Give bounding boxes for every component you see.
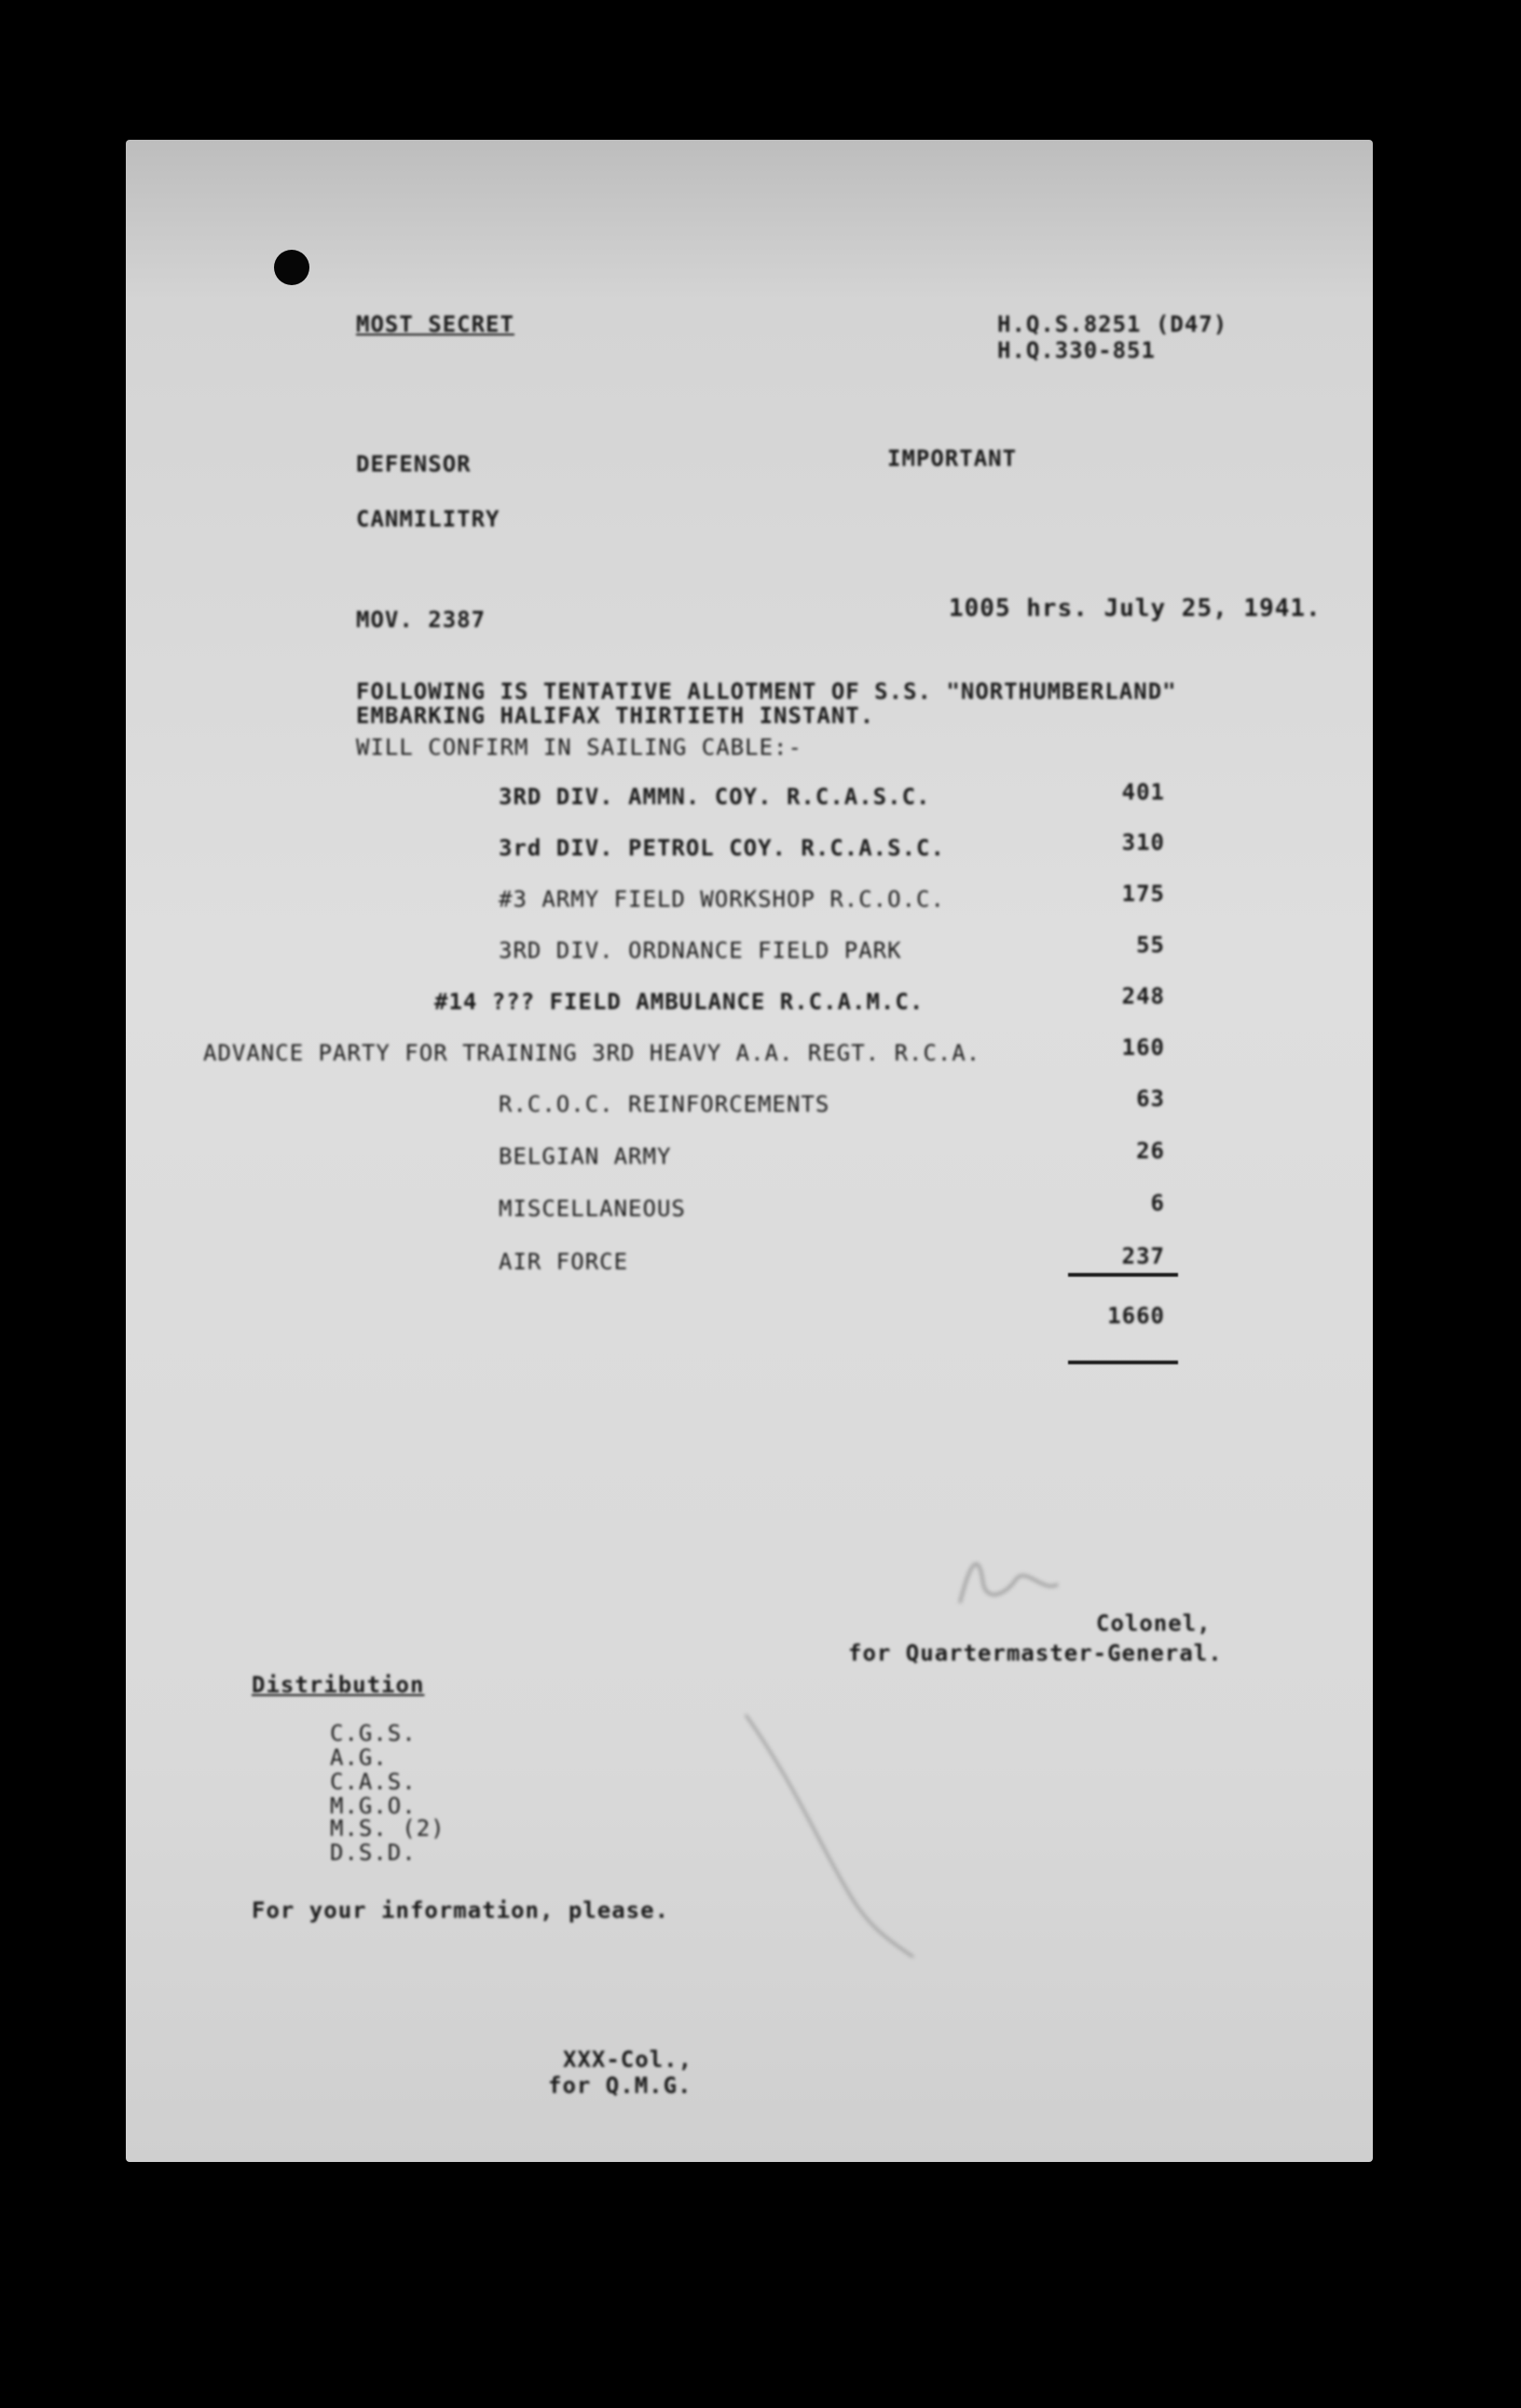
reference-number-2: H.Q.330-851 xyxy=(997,337,1156,363)
allotment-unit: 3rd DIV. PETROL COY. R.C.A.S.C. xyxy=(499,835,945,861)
priority-label: IMPORTANT xyxy=(887,445,1018,472)
message-number: MOV. 2387 xyxy=(356,607,486,633)
allotment-count: 63 xyxy=(1136,1086,1165,1112)
distribution-heading: Distribution xyxy=(252,1672,425,1698)
classification-heading: MOST SECRET xyxy=(356,311,514,337)
allotment-count: 160 xyxy=(1121,1034,1165,1060)
allotment-unit: MISCELLANEOUS xyxy=(499,1196,686,1222)
signature-rank: Colonel, xyxy=(1096,1610,1212,1636)
total-double-rule xyxy=(1068,1361,1178,1364)
reference-number-1: H.Q.S.8251 (D47) xyxy=(997,311,1228,337)
signature-title: for Quartermaster-General. xyxy=(848,1640,1223,1666)
punch-hole xyxy=(274,250,309,285)
pencil-mark xyxy=(736,1705,923,1966)
allotment-count: 310 xyxy=(1121,829,1165,855)
footer-signatory: XXX-Col., xyxy=(563,2046,693,2073)
distribution-recipient: M.G.O. xyxy=(330,1793,417,1819)
allotment-count: 248 xyxy=(1121,983,1165,1009)
distribution-recipient: A.G. xyxy=(330,1744,388,1771)
allotment-unit: BELGIAN ARMY xyxy=(499,1143,672,1170)
allotment-unit: 3RD DIV. AMMN. COY. R.C.A.S.C. xyxy=(499,784,931,810)
distribution-note: For your information, please. xyxy=(252,1897,670,1923)
distribution-recipient: C.A.S. xyxy=(330,1769,417,1795)
intro-line-3: WILL CONFIRM IN SAILING CABLE:- xyxy=(356,734,802,760)
footer-signatory-for: for Q.M.G. xyxy=(548,2073,692,2099)
allotment-count: 401 xyxy=(1121,779,1165,805)
allotment-count: 26 xyxy=(1136,1138,1165,1164)
intro-line-2: EMBARKING HALIFAX THIRTIETH INSTANT. xyxy=(356,703,875,729)
routing-address: CANMILITRY xyxy=(356,506,500,532)
intro-line-1: FOLLOWING IS TENTATIVE ALLOTMENT OF S.S. "NORTHUMBERLAND" xyxy=(356,678,1177,705)
allotment-unit: AIR FORCE xyxy=(499,1249,629,1275)
allotment-count: 175 xyxy=(1121,881,1165,907)
addressee: DEFENSOR xyxy=(356,451,472,477)
distribution-recipient: M.S. (2) xyxy=(330,1815,445,1841)
allotment-unit: #14 ??? FIELD AMBULANCE R.C.A.M.C. xyxy=(434,989,925,1015)
distribution-recipient: C.G.S. xyxy=(330,1720,417,1746)
allotment-unit: 3RD DIV. ORDNANCE FIELD PARK xyxy=(499,937,902,964)
allotment-unit: ADVANCE PARTY FOR TRAINING 3RD HEAVY A.A. REGT. R.C.A. xyxy=(203,1040,981,1066)
subtotal-rule xyxy=(1068,1273,1178,1277)
allotment-count: 237 xyxy=(1121,1243,1165,1269)
distribution-recipient: D.S.D. xyxy=(330,1840,417,1866)
allotment-unit: #3 ARMY FIELD WORKSHOP R.C.O.C. xyxy=(499,886,945,912)
allotment-unit: R.C.O.C. REINFORCEMENTS xyxy=(499,1091,830,1117)
message-datetime: 1005 hrs. July 25, 1941. xyxy=(949,595,1322,623)
allotment-count: 55 xyxy=(1136,932,1165,958)
total-count: 1660 xyxy=(1107,1303,1165,1329)
allotment-count: 6 xyxy=(1150,1190,1165,1216)
handwritten-signature xyxy=(941,1528,1062,1621)
